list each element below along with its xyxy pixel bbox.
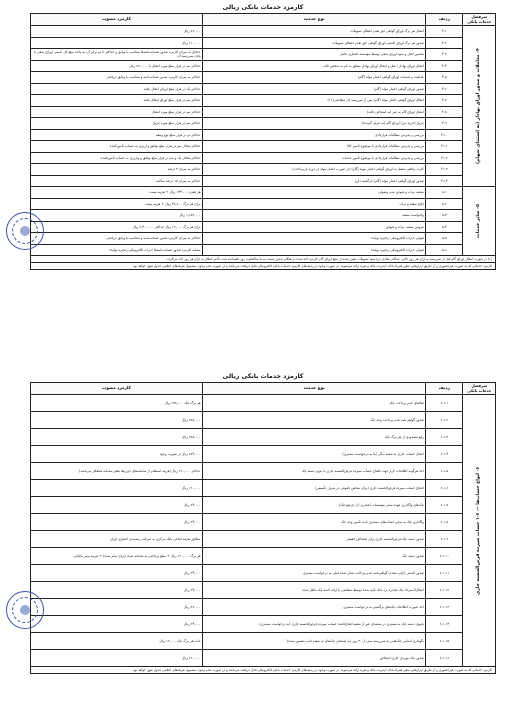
table-row xyxy=(31,650,496,667)
row-number-cell: ۵-۴ xyxy=(426,221,463,233)
row-number-cell: ۶-۱-۸ xyxy=(426,514,463,531)
service-cell: صدور المثنی (چاپ مجدد) گواهی‌نامه عدم پرداخت صادر شده قبلی به درخواست مشتری xyxy=(203,565,426,582)
fee-cell: مشابه کارمزد صدور ضمانت‌نامه‌ها «برات الکترونیکی زنجیره تولید» xyxy=(31,244,203,256)
table-row xyxy=(31,198,496,210)
table-row xyxy=(31,480,496,497)
fee-cell: حداکثر معادل نیم در هزار مبلغ توافق و اریزی به حساب تأمین‌کننده xyxy=(31,141,203,153)
table-row xyxy=(31,187,496,199)
header-approved-fee: کارمزد مصوب xyxy=(31,14,203,26)
row-number-cell: ۴-۵ xyxy=(426,72,463,84)
table-row xyxy=(31,616,496,633)
fee-table xyxy=(30,13,496,256)
bank-seal-stamp xyxy=(6,212,44,250)
footnote: کارمزد خدماتی که به صورت غیرحضوری و از طریق ابزارهایی نظیر همراه بانک، اینترنت بانک و غیره ارائه می‌شوند، در صورت وجود در ردیف‌های کارمزد خدمات بانکی الکترونیکی قابل دریافت می‌باشد و در صورت عدم وجود، مشمول تعرفه‌های اعلامی جدول فوق خواهد بود. xyxy=(30,263,496,270)
row-number-cell: ۵-۶ xyxy=(426,244,463,256)
service-cell: ابلاغ سفته و برات xyxy=(203,198,426,210)
service-cell: واخواست سفته xyxy=(203,210,426,222)
header-row-number: ردیف xyxy=(426,383,463,395)
header-approved-fee: کارمزد مصوب xyxy=(31,383,203,395)
fee-cell: هر برگ ۱۲۰,۰۰۰ ریال + مبلغ پرداختی به سامانه صیاد (برای تمام شده) + هزینه نیمر مالیاتی xyxy=(31,548,203,565)
service-cell: ابطال اوراق گواهی اعتبار مولد (گام) پس از سررسید (از متقاضی) (۱) xyxy=(203,95,426,107)
row-number-cell: ۴-۱۱ xyxy=(426,141,463,153)
row-number-cell: ۶-۱-۱۲ xyxy=(426,582,463,599)
fee-cell: حداکثر معادل یک و نیم در هزار مبلغ توافق و واریزی به حساب تأمین‌کننده xyxy=(31,152,203,164)
category-cell: ۵- سایر خدمات xyxy=(463,187,496,256)
fee-cell: ۸۶۴,۰۰۰ ریال در صورت وجود xyxy=(31,446,203,463)
row-number-cell: ۶-۱-۹ xyxy=(426,531,463,548)
table-row xyxy=(31,26,496,38)
row-number-cell: ۶-۱-۵ xyxy=(426,463,463,480)
footnote: کارمزد خدماتی که به صورت غیرحضوری و از طریق ابزارهایی نظیر همراه بانک، اینترنت بانک و غیره ارائه می‌شوند، در صورت وجود در ردیف‌های کارمزد خدمات بانکی الکترونیکی قابل دریافت می‌باشد و در صورت عدم وجود، مشمول تعرفه‌های اعلامی جدول فوق خواهد بود. xyxy=(30,667,496,674)
row-number-cell: ۴-۴ xyxy=(426,60,463,72)
service-cell: صدور دسته چک قرض‌الحسنه جاری برای اشخاص حقیقی xyxy=(203,531,426,548)
table-row xyxy=(31,463,496,480)
row-number-cell: ۶-۱-۱۵ xyxy=(426,633,463,650)
service-cell: انتقال حساب جاری به شعبه دیگر (بنا به درخواست مشتری) xyxy=(203,446,426,463)
fee-cell: ۲۴,۰۰۰ ریال xyxy=(31,514,203,531)
row-number-cell: ۶-۱-۱۰ xyxy=(426,548,463,565)
row-number-cell: ۴-۲ xyxy=(426,37,463,49)
table-row xyxy=(31,141,496,153)
row-number-cell: ۶-۱-۱ xyxy=(426,395,463,412)
table-row xyxy=(31,221,496,233)
fee-cell: بابت هر برگ چک ۱۲,۰۰۰ ریال xyxy=(31,633,203,650)
table-row xyxy=(31,49,496,61)
row-number-cell: ۶-۱-۱۶ xyxy=(426,650,463,667)
table-row xyxy=(31,565,496,582)
table-row xyxy=(31,412,496,429)
fee-cell: حداکثر نیم در هزار مبلغ اوراق ابطال یافته xyxy=(31,95,203,107)
fee-cell: ۲۸۸,۰۰۰ ریال xyxy=(31,412,203,429)
fee-cell: حداکثر دو در هزار مبلغ نوع وثیقه xyxy=(31,129,203,141)
row-number-cell: ۶-۱-۲ xyxy=(426,412,463,429)
row-number-cell: ۴-۶ xyxy=(426,83,463,95)
table-row xyxy=(31,118,496,130)
table-row xyxy=(31,175,496,187)
category-cell: ۴- معاملات و صدور اوراق بهادار (به استثنای سهام) xyxy=(463,26,496,187)
row-number-cell: ۴-۱۳ xyxy=(426,164,463,176)
table-row xyxy=(31,152,496,164)
fee-cell: حداکثر به میزان ۱۵ درصد سالانه xyxy=(31,175,203,187)
service-cell: تحویل دسته چک به مشتری در شعبه‌ای غیر از شعبه افتتاح‌کننده حساب سپرده قرض‌الحسنه جاری (به درخواست مشتری) xyxy=(203,616,426,633)
table-row xyxy=(31,129,496,141)
service-cell: تضمین اصل و سود اوراق بدهی توسط مؤسسه اعتباری عامل xyxy=(203,49,426,61)
table-row xyxy=(31,582,496,599)
service-cell: بررسی و پذیرش مطالبات قراردادی با موضوع تأمین خدمات xyxy=(203,152,426,164)
table-row xyxy=(31,106,496,118)
header-category: سرفصل خدمات بانکی xyxy=(463,14,496,26)
table-row xyxy=(31,210,496,222)
table-row xyxy=(31,599,496,616)
row-number-cell: ۶-۱-۴ xyxy=(426,446,463,463)
row-number-cell: ۶-۱-۱۴ xyxy=(426,616,463,633)
service-cell: رفع مسدودی از هر برگ چک xyxy=(203,429,426,446)
row-number-cell: ۵-۱ xyxy=(426,187,463,199)
service-cell: صدور دسته چک xyxy=(203,548,426,565)
table-row xyxy=(31,244,496,256)
service-cell: نگهداری اسامی چک‌هایی به سررسید بیش از ۳۰ روز (به استثنای چک‌های به شعبه ثابت تضمین شده) xyxy=(203,633,426,650)
fee-cell: ۶۶,۰۰۰ ریال xyxy=(31,26,203,38)
fee-cell: حداکثر یک در هزار مبلغ اوراق انتقال یافته xyxy=(31,83,203,95)
table-header-row xyxy=(31,383,496,395)
service-cell: افتتاح حساب سپرده قرض‌الحسنه جاری (برای شخص حقوقی در شرف تأسیس) xyxy=(203,480,426,497)
service-cell: ابطال/استرداد چک صادره نزد بانک تأیید شده توسط متقاضی با ارائه لاشه چک باطل شده xyxy=(203,582,426,599)
table-row xyxy=(31,164,496,176)
fee-cell: حداکثر نیم در هزار مبلغ مورد انتقال تا ۲۸۰,۰۰۰ ریال xyxy=(31,60,203,72)
footnote: (۱) در صورت ابطال اوراق گام قبل از سررسید به ازای هر روز تأخیر، حداکثر معادل نرخ سود تسهیلات تعیین شده از مبلغ اوراق گام کارمزد اخذ شده در هنگام صدور نسبت به ما به‌التفاوت روز باقیمانده بابت تأخیر ابطال به ازای هر روز اخذ می‌گردد. xyxy=(30,256,496,263)
fee-cell: ۱۲۰,۰۰۰ ریال xyxy=(31,480,203,497)
service-cell: کارت رفاهی متصل به اوراق گواهی اعتبار مولد (گام) (در صورت اعتبار مولد در دوره بازپرداخت) xyxy=(203,164,426,176)
table-row xyxy=(31,37,496,49)
table-row xyxy=(31,514,496,531)
fee-cell: حداکثر ۱۲۰,۰۰۰ ریال (هزینه استعلام از سامانه‌های ذی‌ربط نظیر سامانه شاهکار می‌باشد) xyxy=(31,463,203,480)
service-cell: صدور هر برگ اوراق المثنی اوراق گواهی حق تقدم اعطای تسهیلات xyxy=(203,37,426,49)
service-cell: سفته، برات و قبوض ثبتی وصولی xyxy=(203,187,426,199)
fee-sheet-2 xyxy=(30,371,496,716)
fee-cell: ۲۴,۰۰۰ ریال xyxy=(31,616,203,633)
table-row xyxy=(31,633,496,650)
row-number-cell: ۴-۱ xyxy=(426,26,463,38)
fee-cell: حداقل به میزان کارمزد صدور ضمانت‌نامه‌ها متناسب با وثایق و حداکثر تا دو برابر آن به ماخذ مبلغ کل اسمی اوراق بدهی تا پایان سررسید آن xyxy=(31,49,203,61)
service-cell: اخذ صورت اطلاعات چک‌های برگشتی به درخواست مشتری xyxy=(203,599,426,616)
row-number-cell: ۴-۱۰ xyxy=(426,129,463,141)
row-number-cell: ۶-۱-۱۱ xyxy=(426,565,463,582)
table-row xyxy=(31,531,496,548)
service-cell: واگذاری چک به سایر حساب‌های مشتری بابت تأمین وجه چک xyxy=(203,514,426,531)
service-cell: بررسی و پذیرش مطالبات قراردادی xyxy=(203,129,426,141)
service-cell: قبولی «برات الکترونیکی زنجیره تولید» xyxy=(203,233,426,245)
fee-cell: برای هر برگ ۱۲,۰۰۰ ریال حداکثر ۲,۴۰۰,۰۰۰ ریال xyxy=(31,221,203,233)
table-row xyxy=(31,72,496,84)
fee-cell: ۲۴,۰۰۰ ریال xyxy=(31,497,203,514)
service-cell: عاملیت و ضمانت اوراق گواهی اعتبار مولد (گام) xyxy=(203,72,426,84)
sheet-title: کارمزد خدمات بانکی ریالی xyxy=(222,373,304,380)
service-cell: قبولی «برات الکترونیکی زنجیره تولید» xyxy=(203,244,426,256)
service-cell: صدور اوراق گواهی اعتبار مولد (گام) بازگشته دارو xyxy=(203,175,426,187)
service-cell: انتقال هر برگ اوراق گواهی حق تقدم اعطای تسهیلات xyxy=(203,26,426,38)
fee-cell: ۱,۱۵۲,۰۰۰ ریال xyxy=(31,210,203,222)
service-cell: فروش سفته، برات و قبوض xyxy=(203,221,426,233)
row-number-cell: ۴-۹ xyxy=(426,118,463,130)
bank-seal-stamp xyxy=(6,591,44,629)
fee-cell: ۱۱۰,۰۰۰ ریال xyxy=(31,37,203,49)
header-row-number: ردیف xyxy=(426,14,463,26)
table-row xyxy=(31,395,496,412)
table-row xyxy=(31,446,496,463)
fee-cell: برای هر برگ ۴۸,۶۰۰ ریال + هزینه پست xyxy=(31,198,203,210)
table-row xyxy=(31,60,496,72)
table-header-row xyxy=(31,14,496,26)
table-row xyxy=(31,548,496,565)
row-number-cell: ۶-۱-۷ xyxy=(426,497,463,514)
row-number-cell: ۶-۱-۶ xyxy=(426,480,463,497)
row-number-cell: ۵-۵ xyxy=(426,233,463,245)
header-category: سرفصل خدمات بانکی xyxy=(463,383,496,395)
fee-cell: حداکثر نیم در هزار مبلغ مورد انتقال xyxy=(31,106,203,118)
service-cell: اخذ هرگونه اطلاعات لازم جهت افتتاح حساب سپرده قرض‌الحسنه جاری با بدون دسته چک xyxy=(203,463,426,480)
fee-cell: حداکثر به میزان کارمزد صدور ضمانت‌نامه و متناسب با وثایق دریافتی xyxy=(31,233,203,245)
service-cell: تنزیل (خرید دین) اوراق گام (به تنزیل گیرنده) xyxy=(203,118,426,130)
service-cell: انتقال اوراق گام به غیر (به اشخاص ثالث) xyxy=(203,106,426,118)
row-number-cell: ۴-۱۲ xyxy=(426,152,463,164)
fee-cell: ۳۶,۰۰۰ ریال xyxy=(31,599,203,616)
row-number-cell: ۶-۱-۱۳ xyxy=(426,599,463,616)
fee-sheet-1 xyxy=(30,2,496,335)
service-cell: صدور چک موردی جاری اشخاص xyxy=(203,650,426,667)
fee-cell: حداکثر نیم در هزار مبلغ مورد تنزیل xyxy=(31,118,203,130)
service-cell: انتقال اوراق بهادار / نقل و انتقال اوراق بهادار متعلق به نام به شخص ثالث xyxy=(203,60,426,72)
table-row xyxy=(31,233,496,245)
table-row xyxy=(31,95,496,107)
category-cell: ۶- انواع حساب‌ها — ۶-۱ حساب سپرده قرض‌الحسنه جاری xyxy=(463,395,496,667)
row-number-cell: ۶-۱-۳ xyxy=(426,429,463,446)
service-cell: صدور اوراق گواهی اعتبار مولد (گام) xyxy=(203,83,426,95)
service-cell: تقاضای عدم پرداخت چک xyxy=(203,395,426,412)
fee-cell: حداکثر به میزان کارمزد صدور ضمانت‌نامه و متناسب با وثایق دریافتی xyxy=(31,72,203,84)
row-number-cell: ۵-۳ xyxy=(426,210,463,222)
fee-cell: ۱۲۰,۰۰۰ ریال xyxy=(31,650,203,667)
table-row xyxy=(31,429,496,446)
service-cell: چک‌های واگذاری عهده سایر مؤسسات اعتباری (از ذی‌نفع چک) xyxy=(203,497,426,514)
fee-cell: هر برگ چک ۲۸۸,۰۰۰ ریال xyxy=(31,395,203,412)
fee-cell: هر فقره ۱۴۴,۰۰۰ ریال + هزینه پست xyxy=(31,187,203,199)
table-row xyxy=(31,83,496,95)
row-number-cell: ۴-۸ xyxy=(426,106,463,118)
fee-table xyxy=(30,382,496,667)
fee-cell: حداکثر به میزان ۳ درصد xyxy=(31,164,203,176)
row-number-cell: ۴-۷ xyxy=(426,95,463,107)
row-number-cell: ۴-۳ xyxy=(426,49,463,61)
sheet-title: کارمزد خدمات بانکی ریالی xyxy=(222,4,304,11)
service-cell: بررسی و پذیرش مطالبات قراردادی با موضوع تأمین کالا xyxy=(203,141,426,153)
fee-cell: ۲۴,۰۰۰ ریال xyxy=(31,565,203,582)
service-cell: صدور گواهی‌نامه عدم پرداخت وجه چک xyxy=(203,412,426,429)
fee-cell: ۲۴,۰۰۰ ریال xyxy=(31,582,203,599)
fee-cell: مطابق تعرفه ابلاغی بانک مرکزی به شرکت رتبه‌بندی اعتباری ایران xyxy=(31,531,203,548)
header-service-type: نوع خدمت xyxy=(203,14,426,26)
fee-cell: ۲۸۸,۰۰۰ ریال xyxy=(31,429,203,446)
header-service-type: نوع خدمت xyxy=(203,383,426,395)
row-number-cell: ۵-۲ xyxy=(426,198,463,210)
table-row xyxy=(31,497,496,514)
row-number-cell: ۴-۱۴ xyxy=(426,175,463,187)
